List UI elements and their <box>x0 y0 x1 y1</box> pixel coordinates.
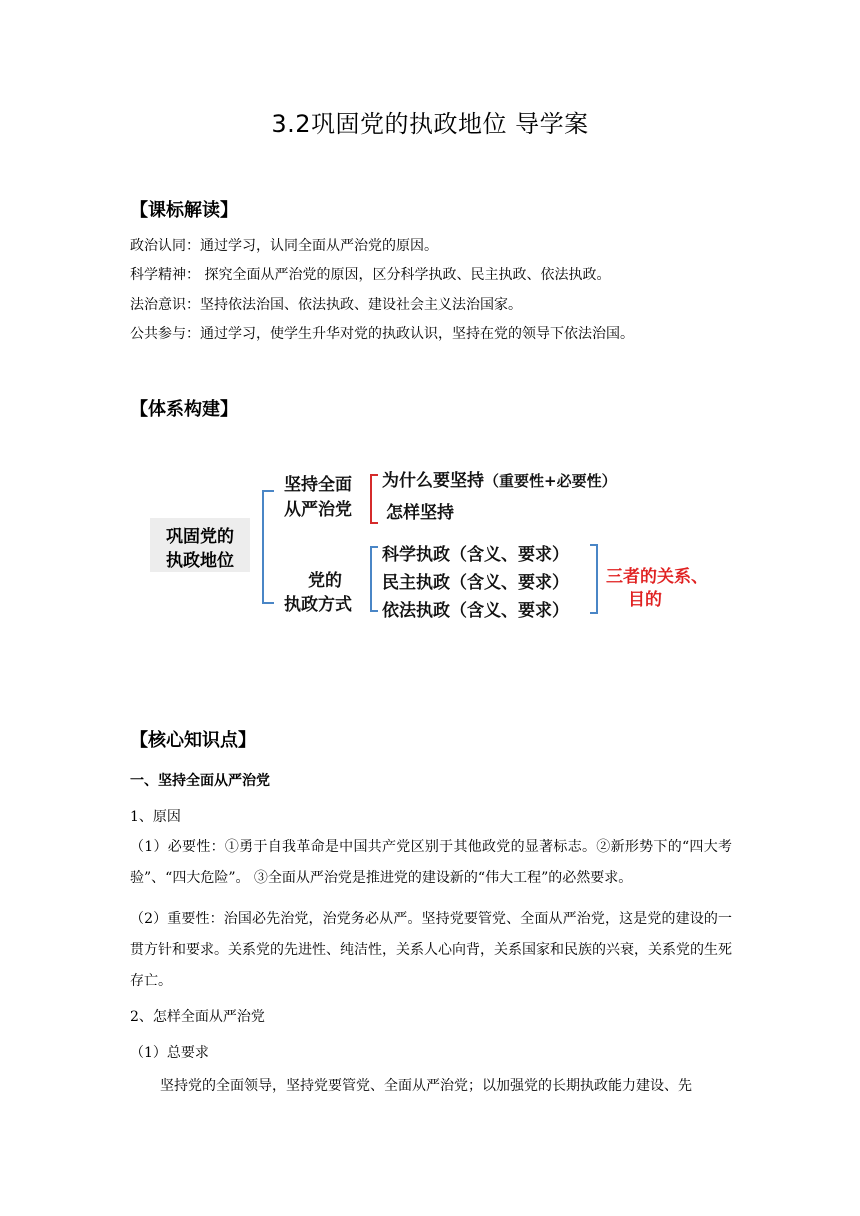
branch1-item-text: 为什么要坚持 <box>382 471 484 491</box>
branch2-label: 党的 <box>308 571 342 591</box>
core-paragraph: （2）重要性：治国必先治党，治党务必从严。坚持党要管党、全面从严治党，这是党的建设的一贯方针和要求。关系党的先进性、纯洁性，关系人心向背，关系国家和民族的兴衰，关系党的生死存亡。 <box>130 911 732 989</box>
section-heading-system: 【体系构建】 <box>130 399 238 420</box>
branch1-brace <box>370 474 378 524</box>
concept-diagram <box>150 460 720 620</box>
core-paragraph: 坚持党的全面领导，坚持党要管党、全面从严治党；以加强党的长期执政能力建设、先 <box>160 1078 692 1094</box>
main-brace <box>262 490 274 604</box>
branch2-item: 科学执政（含义、要求） <box>382 545 569 565</box>
branch1-item: 怎样坚持 <box>386 503 454 523</box>
reading-line: 公共参与：通过学习，使学生升华对党的执政认识，坚持在党的领导下依法治国。 <box>130 326 634 342</box>
relation-brace <box>590 544 598 614</box>
branch1-item-note: （重要性+必要性） <box>484 472 617 490</box>
core-item: 1、原因 <box>130 809 181 825</box>
core-item: （1）总要求 <box>130 1045 209 1061</box>
diagram-root-label: 巩固党的 <box>166 527 234 547</box>
relation-label: 三者的关系、 <box>606 567 708 587</box>
branch1-item <box>382 466 617 491</box>
branch2-label: 执政方式 <box>284 595 352 615</box>
branch2-item: 依法执政（含义、要求） <box>382 601 569 621</box>
branch1-label: 坚持全面 <box>284 475 352 495</box>
section-heading-core: 【核心知识点】 <box>130 730 256 751</box>
diagram-root <box>150 518 250 572</box>
core-subheading: 一、坚持全面从严治党 <box>130 773 270 789</box>
reading-line: 科学精神： 探究全面从严治党的原因，区分科学执政、民主执政、依法执政。 <box>130 267 611 283</box>
reading-line: 政治认同：通过学习，认同全面从严治党的原因。 <box>130 238 438 254</box>
diagram-root-label: 执政地位 <box>166 551 234 571</box>
branch1-label: 从严治党 <box>284 500 352 520</box>
relation-label: 目的 <box>628 590 662 610</box>
branch2-item: 民主执政（含义、要求） <box>382 573 569 593</box>
page-title: 3.2巩固党的执政地位 导学案 <box>271 110 589 138</box>
reading-line: 法治意识：坚持依法治国、依法执政、建设社会主义法治国家。 <box>130 297 522 313</box>
core-item: 2、怎样全面从严治党 <box>130 1009 265 1025</box>
core-paragraph: （1）必要性：①勇于自我革命是中国共产党区别于其他政党的显著标志。②新形势下的“四大考验”、“四大危险”。 ③全面从严治党是推进党的建设新的“伟大工程”的必然要求。 <box>130 839 732 886</box>
branch2-brace <box>370 546 378 612</box>
section-heading-reading: 【课标解读】 <box>130 200 238 221</box>
